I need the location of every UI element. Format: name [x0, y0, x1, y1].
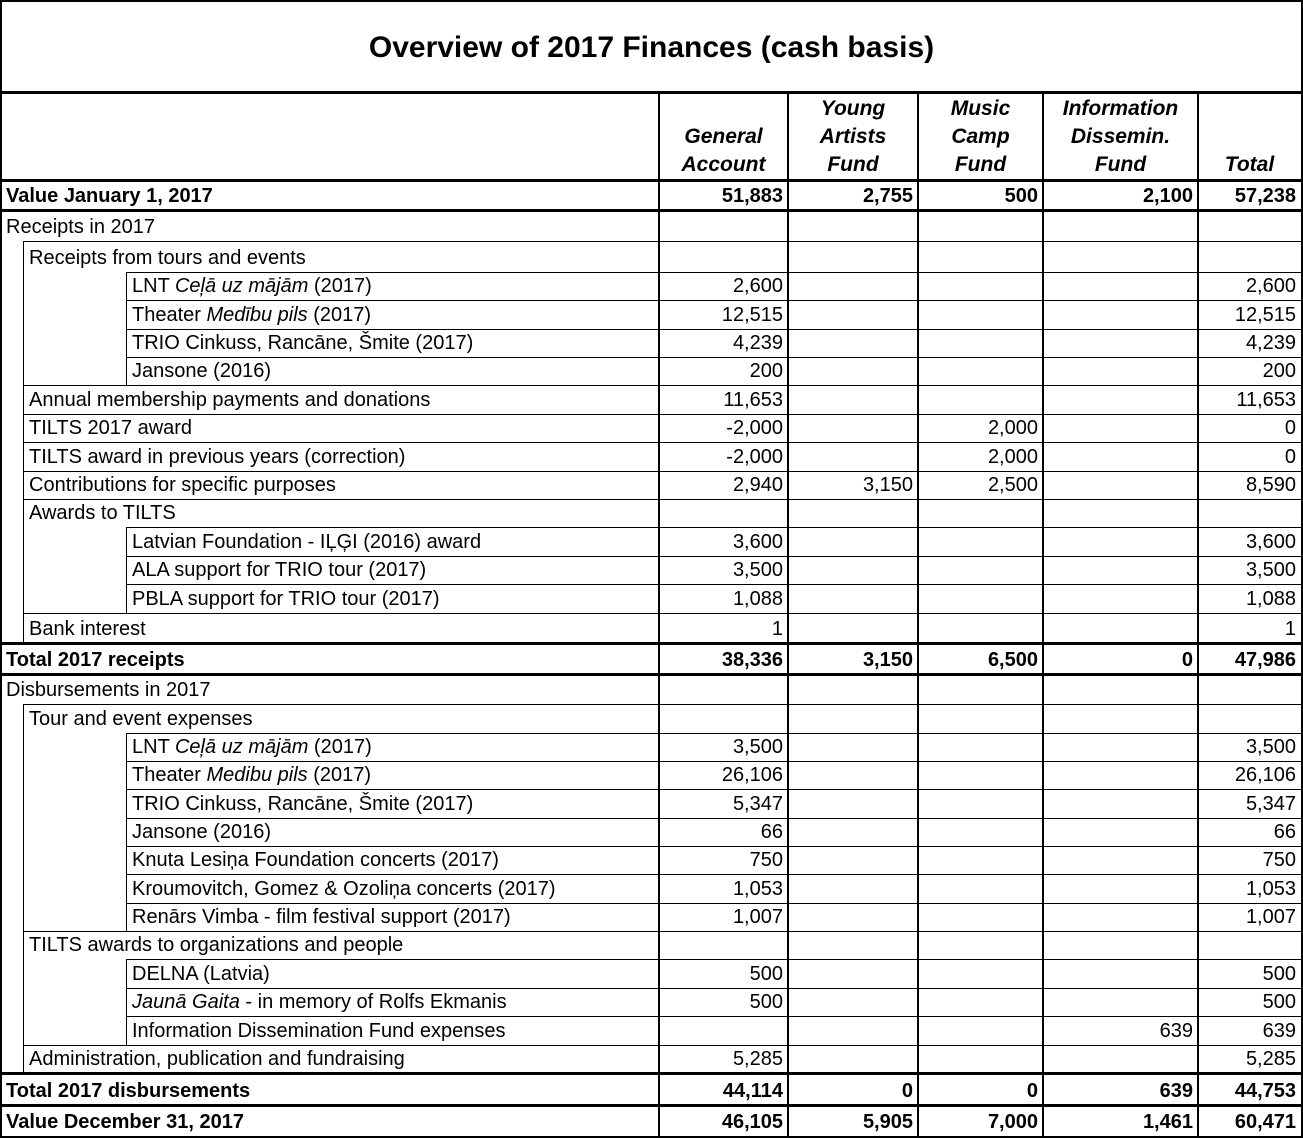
row-label: [132, 733, 372, 761]
indent-guide: [23, 527, 24, 556]
indent-guide: [126, 988, 127, 1016]
row-divider: [0, 1136, 1303, 1137]
value-cell: -2,000: [726, 417, 783, 439]
row-label-part: PBLA support for TRIO tour (2017): [132, 588, 440, 610]
row-label: [6, 646, 185, 674]
row-label: [29, 471, 336, 499]
row-label-part: Total 2017 disbursements: [6, 1080, 251, 1102]
indent-guide: [23, 442, 24, 471]
value-cell: 66: [1273, 821, 1296, 843]
column-header: Fund: [827, 153, 879, 176]
value-cell: 639: [1159, 1020, 1193, 1042]
value-cell: 5,285: [1245, 1048, 1296, 1070]
value-cell: 3,500: [732, 736, 783, 758]
value-cell: 500: [1004, 185, 1038, 207]
value-cell: 1,461: [1142, 1111, 1193, 1133]
row-label: [132, 357, 271, 385]
indent-guide: [126, 761, 127, 789]
row-label: [132, 818, 271, 846]
value-cell: 4,239: [1245, 332, 1296, 354]
row-label: [29, 615, 146, 643]
row-label-part: TRIO Cinkuss, Rancāne, Šmite (2017): [132, 332, 474, 354]
row-label: [29, 499, 176, 527]
value-cell: 44,753: [1234, 1080, 1296, 1102]
row-divider: [0, 642, 1303, 645]
value-cell: 0: [901, 1080, 913, 1102]
value-cell: 26,106: [721, 764, 783, 786]
indent-guide: [23, 357, 24, 385]
row-label-part: Medību pils: [206, 304, 308, 326]
row-label-part: Receipts in 2017: [6, 216, 155, 238]
value-cell: 0: [1026, 1080, 1038, 1102]
row-label: [6, 1077, 250, 1105]
indent-guide: [126, 1016, 127, 1045]
row-label: [29, 1045, 405, 1073]
value-cell: 3,600: [732, 531, 783, 553]
value-cell: 500: [1262, 963, 1296, 985]
value-cell: 2,500: [987, 474, 1038, 496]
value-cell: 5,285: [732, 1048, 783, 1070]
value-cell: -2,000: [726, 446, 783, 468]
row-label: [132, 761, 371, 789]
row-label-part: Receipts from tours and events: [29, 247, 306, 269]
value-cell: 2,000: [987, 417, 1038, 439]
value-cell: 8,590: [1245, 474, 1296, 496]
value-cell: 66: [760, 821, 783, 843]
indent-guide: [126, 846, 127, 874]
row-label-part: Awards to TILTS: [29, 502, 176, 524]
indent-guide: [126, 329, 127, 357]
row-label: [29, 705, 253, 733]
indent-guide: [23, 385, 24, 414]
value-cell: 6,500: [987, 649, 1038, 671]
row-label: [29, 443, 405, 471]
indent-guide: [23, 789, 24, 818]
value-cell: 3,500: [1245, 559, 1296, 581]
value-cell: 500: [749, 991, 783, 1013]
row-label-part: Ceļā uz mājām: [174, 275, 309, 297]
indent-guide: [126, 818, 127, 846]
value-cell: 2,755: [862, 185, 913, 207]
value-cell: 0: [1181, 649, 1193, 671]
value-cell: 47,986: [1234, 649, 1296, 671]
row-label-part: Value January 1, 2017: [6, 185, 213, 207]
value-cell: 0: [1284, 446, 1296, 468]
indent-guide: [23, 1016, 24, 1045]
row-label-part: Information Dissemination Fund expenses: [132, 1020, 506, 1042]
row-label-part: Value December 31, 2017: [6, 1111, 244, 1133]
value-cell: 44,114: [722, 1080, 783, 1102]
indent-guide: [23, 414, 24, 442]
indent-guide: [23, 988, 24, 1016]
row-label-part: LNT: [132, 275, 175, 297]
row-label: [132, 272, 372, 300]
row-label-part: Kroumovitch, Gomez & Ozoliņa concerts (2017): [132, 878, 556, 900]
value-cell: 4,239: [732, 332, 783, 354]
value-cell: 2,100: [1142, 185, 1193, 207]
row-label: [132, 846, 499, 874]
row-label-part: (2017): [307, 764, 372, 786]
row-label-part: Ceļā uz mājām: [174, 736, 309, 758]
column-header: Dissemin.: [1070, 125, 1171, 148]
value-cell: 639: [1159, 1080, 1193, 1102]
row-label-part: Knuta Lesiņa Foundation concerts (2017): [132, 849, 499, 871]
value-cell: 750: [1262, 849, 1296, 871]
value-cell: 12,515: [1234, 304, 1296, 326]
indent-guide: [23, 874, 24, 903]
indent-guide: [126, 556, 127, 584]
row-label: [6, 676, 211, 704]
indent-guide: [126, 903, 127, 931]
value-cell: 5,347: [732, 793, 783, 815]
indent-guide: [23, 471, 24, 499]
row-label-part: - in memory of Rolfs Ekmanis: [239, 991, 507, 1013]
row-label: [29, 244, 306, 272]
indent-guide: [23, 931, 24, 959]
value-cell: 1,053: [1245, 878, 1296, 900]
row-label-part: (2017): [307, 304, 372, 326]
value-cell: 51,883: [721, 185, 783, 207]
row-label: [132, 301, 371, 329]
column-header: Artists: [819, 125, 887, 148]
row-label-part: Disbursements in 2017: [6, 679, 211, 701]
row-label-part: Latvian Foundation - IĻĢI (2016) award: [132, 531, 482, 553]
value-cell: 3,500: [1245, 736, 1296, 758]
row-label: [132, 875, 556, 903]
indent-guide: [126, 272, 127, 300]
row-label: [132, 329, 473, 357]
value-cell: 5,347: [1245, 793, 1296, 815]
value-cell: 1,088: [1245, 588, 1296, 610]
row-label-part: Medibu pils: [206, 764, 308, 786]
row-label-part: Total 2017 receipts: [6, 649, 185, 671]
row-label: [132, 585, 440, 613]
value-cell: 46,105: [721, 1111, 783, 1133]
value-cell: 500: [1262, 991, 1296, 1013]
value-cell: 26,106: [1234, 764, 1296, 786]
page-title: Overview of 2017 Finances (cash basis): [368, 31, 935, 64]
value-cell: 200: [749, 360, 783, 382]
indent-guide: [23, 329, 24, 357]
value-cell: 200: [1262, 360, 1296, 382]
value-cell: 1: [771, 618, 783, 640]
row-label-part: Annual membership payments and donations: [29, 389, 431, 411]
value-cell: 60,471: [1234, 1111, 1296, 1133]
row-label-part: TILTS awards to organizations and people: [29, 934, 404, 956]
table-border-left: [0, 0, 2, 1138]
value-cell: 3,150: [862, 474, 913, 496]
row-divider: [23, 241, 1303, 242]
row-label-part: Contributions for specific purposes: [29, 474, 336, 496]
row-label: [29, 386, 430, 414]
indent-guide: [23, 846, 24, 874]
value-cell: 0: [1284, 417, 1296, 439]
value-cell: 38,336: [721, 649, 783, 671]
indent-guide: [23, 818, 24, 846]
row-label-part: Jaunā Gaita: [132, 991, 240, 1013]
row-label-part: DELNA (Latvia): [132, 963, 270, 985]
column-header: Information: [1062, 97, 1179, 120]
column-header: Camp: [951, 125, 1010, 148]
value-cell: 1,007: [1245, 906, 1296, 928]
value-cell: 1: [1284, 618, 1296, 640]
column-header: Music: [950, 97, 1011, 120]
value-cell: 639: [1262, 1020, 1296, 1042]
indent-guide: [126, 874, 127, 903]
row-label: [29, 931, 403, 959]
row-label: [6, 213, 155, 241]
row-label: [132, 903, 511, 931]
row-label: [132, 528, 481, 556]
column-header: Fund: [954, 153, 1007, 176]
row-label: [132, 988, 507, 1016]
indent-guide: [126, 584, 127, 613]
indent-guide: [23, 959, 24, 988]
value-cell: 2,600: [1245, 275, 1296, 297]
column-header: Young: [820, 97, 886, 120]
value-cell: 11,653: [723, 389, 783, 411]
row-label-part: Jansone (2016): [132, 821, 271, 843]
value-cell: 11,653: [1236, 389, 1296, 411]
indent-guide: [23, 272, 24, 300]
value-cell: 3,150: [862, 649, 913, 671]
row-label-part: Tour and event expenses: [29, 708, 253, 730]
row-label: [132, 556, 426, 584]
value-cell: 3,600: [1245, 531, 1296, 553]
value-cell: 1,053: [732, 878, 783, 900]
indent-guide: [23, 241, 24, 272]
value-cell: 1,007: [732, 906, 783, 928]
value-cell: 2,000: [987, 446, 1038, 468]
value-cell: 12,515: [721, 304, 783, 326]
row-label-part: Theater: [132, 304, 207, 326]
indent-guide: [23, 1045, 24, 1073]
row-label: [132, 960, 270, 988]
column-header: Fund: [1094, 153, 1147, 176]
row-label-part: Administration, publication and fundraising: [29, 1048, 405, 1070]
title-divider: [0, 91, 1303, 94]
row-label-part: TRIO Cinkuss, Rancāne, Šmite (2017): [132, 793, 474, 815]
value-cell: 7,000: [987, 1111, 1038, 1133]
indent-guide: [23, 733, 24, 761]
indent-guide: [23, 613, 24, 643]
indent-guide: [23, 499, 24, 527]
row-label-part: Jansone (2016): [132, 360, 271, 382]
row-label-part: ALA support for TRIO tour (2017): [132, 559, 427, 581]
row-label-part: (2017): [308, 275, 372, 297]
indent-guide: [23, 704, 24, 733]
row-divider: [23, 499, 1303, 500]
value-cell: 750: [749, 849, 783, 871]
indent-guide: [23, 584, 24, 613]
value-cell: 500: [749, 963, 783, 985]
row-label: [132, 790, 473, 818]
indent-guide: [126, 789, 127, 818]
column-header: Account: [681, 153, 766, 176]
row-label: [132, 1017, 506, 1045]
indent-guide: [126, 959, 127, 988]
value-cell: 1,088: [732, 588, 783, 610]
column-header: General: [684, 125, 763, 148]
indent-guide: [23, 556, 24, 584]
row-label: [6, 182, 213, 210]
value-cell: 57,238: [1234, 185, 1296, 207]
indent-guide: [23, 903, 24, 931]
value-cell: 5,905: [862, 1111, 913, 1133]
row-label: [6, 1108, 244, 1136]
indent-guide: [126, 527, 127, 556]
indent-guide: [23, 761, 24, 789]
table-border-top: [0, 0, 1303, 2]
row-label-part: Theater: [132, 764, 207, 786]
row-label-part: Bank interest: [29, 618, 146, 640]
row-label-part: TILTS 2017 award: [29, 417, 193, 439]
row-divider: [23, 613, 1303, 614]
row-label-part: TILTS award in previous years (correction): [29, 446, 406, 468]
indent-guide: [23, 300, 24, 329]
column-header: Total: [1224, 153, 1275, 176]
row-label: [29, 414, 192, 442]
indent-guide: [126, 733, 127, 761]
indent-guide: [126, 357, 127, 385]
indent-guide: [126, 300, 127, 329]
value-cell: 3,500: [732, 559, 783, 581]
row-label-part: LNT: [132, 736, 175, 758]
row-label-part: (2017): [308, 736, 372, 758]
value-cell: 2,940: [732, 474, 783, 496]
row-label-part: Renārs Vimba - film festival support (2017): [132, 906, 511, 928]
value-cell: 2,600: [732, 275, 783, 297]
